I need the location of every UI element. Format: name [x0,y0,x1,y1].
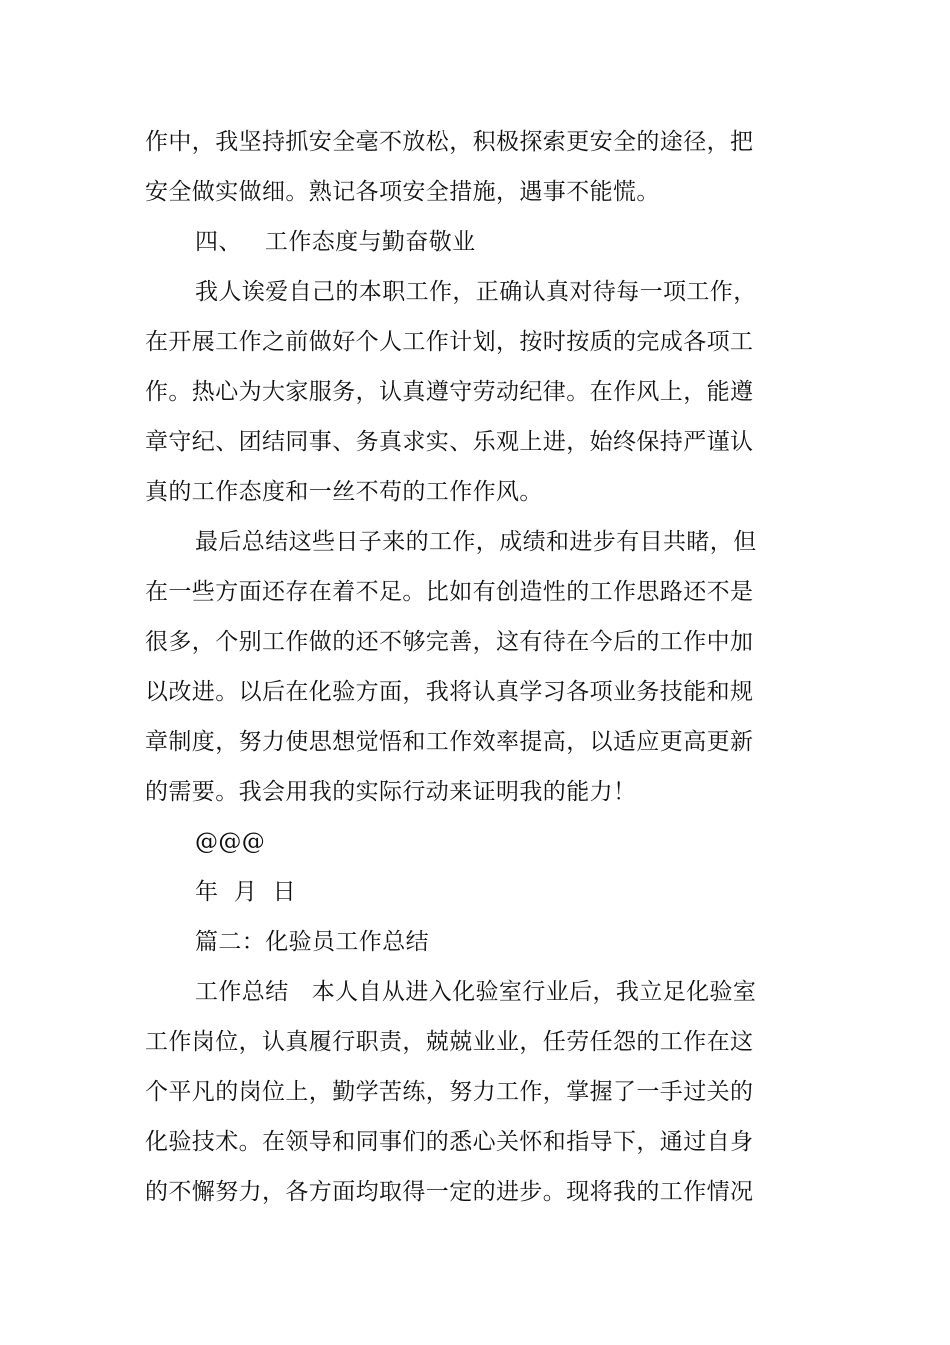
text-line: 化验技术。在领导和同事们的悉心关怀和指导下，通过自身 [145,1129,754,1155]
section-heading: 四、 工作态度与勤奋敬业 [195,229,476,255]
article-title: 篇二：化验员工作总结 [195,929,429,955]
text-line: 章守纪、团结同事、务真求实、乐观上进，始终保持严谨认 [145,429,754,455]
paragraph-start-line: 我人诶爱自己的本职工作，正确认真对待每一项工作， [195,279,757,305]
text-line: 作。热心为大家服务，认真遵守劳动纪律。在作风上，能遵 [145,379,754,405]
text-line: 真的工作态度和一丝不苟的工作作风。 [145,479,543,505]
text-line: 工作岗位，认真履行职责，兢兢业业，任劳任怨的工作在这 [145,1029,754,1055]
text-line: 章制度，努力使思想觉悟和工作效率提高，以适应更高更新 [145,729,754,755]
signature-placeholder: @@@ [195,829,266,855]
paragraph-start-line: 工作总结 本人自从进入化验室行业后，我立足化验室 [195,979,757,1005]
text-line: 在开展工作之前做好个人工作计划，按时按质的完成各项工 [145,329,754,355]
text-line: 个平凡的岗位上，勤学苦练，努力工作，掌握了一手过关的 [145,1079,754,1105]
text-line: 作中，我坚持抓安全毫不放松，积极探索更安全的途径，把 [145,129,754,155]
paragraph-start-line: 最后总结这些日子来的工作，成绩和进步有目共睹，但 [195,529,757,555]
text-line: 在一些方面还存在着不足。比如有创造性的工作思路还不是 [145,579,754,605]
text-line: 的需要。我会用我的实际行动来证明我的能力！ [145,779,637,805]
text-line: 的不懈努力，各方面均取得一定的进步。现将我的工作情况 [145,1179,754,1205]
text-line: 很多，个别工作做的还不够完善，这有待在今后的工作中加 [145,629,754,655]
date-line: 年 月 日 [195,879,297,905]
text-line: 安全做实做细。熟记各项安全措施，遇事不能慌。 [145,179,660,205]
text-line: 以改进。以后在化验方面，我将认真学习各项业务技能和规 [145,679,754,705]
